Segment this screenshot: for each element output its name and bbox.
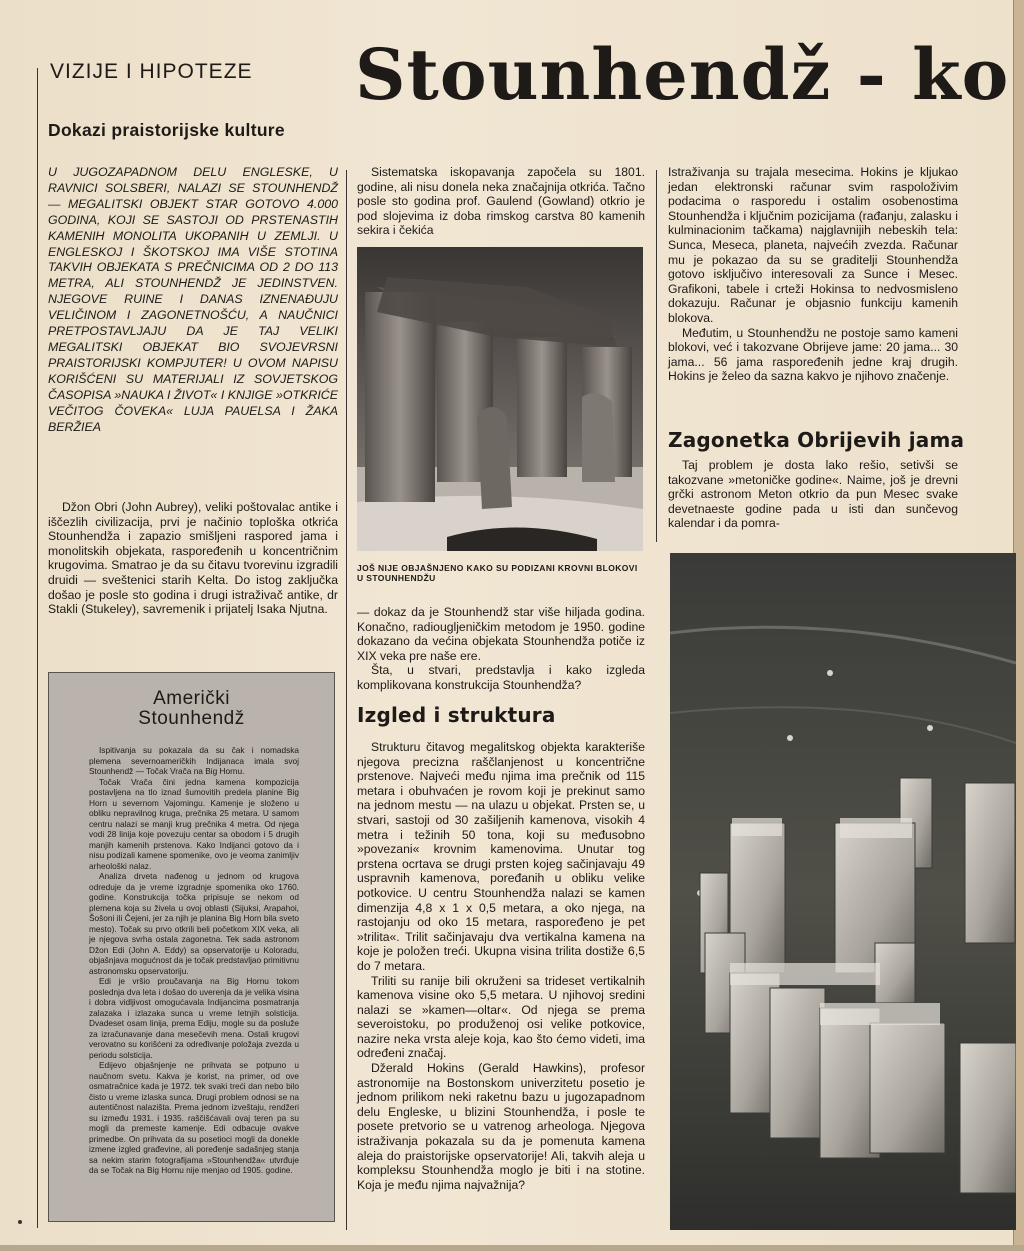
col2-paragraph: Triliti su ranije bili okruženi sa trideset vertikalnih kamenova visine oko 5,5 metara. U njihovoj sredini nalazi se »kamen—oltar«. Od njega se prema severoistoku, po produženoj osi velike potkovice, nazire neka vrsta aleje koja, kao što ćemo videti, ima određeni značaj. <box>357 973 645 1061</box>
page-bottom-edge <box>0 1245 1024 1251</box>
col3-paragraph: Međutim, u Stounhendžu ne postoje samo kameni blokovi, već i takozvane Obrijeve jame: 20 jama... 30 jama... 56 jama raspoređenih jedne kraj drugih. Hokins je želeo da sazna kakvo je njihovo značenje. <box>668 325 958 384</box>
box-body <box>89 745 299 1176</box>
box-title-line1: Američki <box>153 688 230 709</box>
subhead-structure: Izgled i struktura <box>357 703 556 727</box>
col2-paragraph: Džerald Hokins (Gerald Hawkins), profesor astronomije na Bostonskom univerzitetu posetio je jednom prilikom neki raketnu bazu u jugozapadnom delu Engleske, u blizini Stounhendža, i posle te posete pretvorio se u vatrenog arheologa. Njegova istraživanja pokazala su da je pomenuta kamena aleja do praistorijske opservatorije! Ali, takvih aleja u kompleksu Stounhendža moglo je biti i na stotine. Koja je među njima najvažnija? <box>357 1061 645 1192</box>
col2-paragraph: Sistematska iskopavanja započela su 1801. godine, ali nisu donela neka značajnija otkrića. Tačno posle sto godina prof. Gaulend (Gowland) otkrio je pod slojevima iz doba rimskog carstva 80 kamenih sekira i čekića <box>357 165 645 238</box>
column3-body <box>668 458 958 531</box>
subhead-riddle: Zagonetka Obrijevih jama <box>668 428 965 452</box>
col2-paragraph: Strukturu čitavog megalitskog objekta karakteriše njegova precizna raščlanjenost u koncentrične prstenove. Najveći među njima ima prečnik od 115 metara i obuhvaćen je rovom koji je prekinut samo na jednom mestu — na ulazu u objekat. Prsten se, u stvari, sastoji od 30 zašiljenih kamenova, visokih 4 metra i težinih 50 tona, koji su međusobno »povezani« krovnim kamenovima. Unutar tog prstena ocrtava se drugi prsten kojeg sačinjavaju 49 uspravnih kamenova, poređanih u obliku velike potkovice. U centru Stounhendža nalazi se kamen dimenzija 4,8 x 1 x 0,5 metara, a oko njega, na rastojanju od oko 15 metara, raspoređeno je pet »trilita«. Trilit sačinjavaju dva vertikalna kamena na koje je položen treći. Ukupna visina trilita dostiže 6,5 do 7 metara. <box>357 740 645 973</box>
col3-paragraph: Istraživanja su trajala mesecima. Hokins je kljukao jedan elektronski računar svim raspoloživim podacima o rasporedu i ostalim osobenostima Stounhendža i ključnim pozicijama (rađanju, zalasku i kulminacionim tačkama) najglavnijih nebeskih tela: Sunca, Meseca, planeta, najvećih zvezda. Računar mu je pokazao da su se graditelji Stounhendža gotovo isključivo interesovali za Sunce i Mesec. Grafikoni, tabele i crteži Hokinsa to nedvosmisleno dokazuju. Računar je objasnio funkciju kamenih blokova. <box>668 165 958 325</box>
column2-top <box>357 165 645 238</box>
column3-top <box>668 165 958 384</box>
box-paragraph: Edijevo objašnjenje ne prihvata se potpuno u naučnom svetu. Kakva je korist, na primer, od ove osmatračnice kada je 1972. tek svaki treći dan nebo bilo čisto u vreme izlaska sunca. Drugi problem odnosi se na autentičnost nalazišta. Prema jednom izveštaju, rendžeri su između 1931. i 1935. raščišćavali ovaj teren pa su mogli da premeste kamenje. Edi odbacuje ovakve primedbe. On prihvata da su posetioci mogli da donekle izmene izgled građevine, ali poređenje sadašnjeg stanja sa nekim starim fotografijama »Stounhendža« utvrđuje da se Točak na Big Hornu nije menjao od 1905. godine. <box>89 1060 299 1175</box>
trilithon-illustration <box>357 247 643 551</box>
section-label: VIZIJE I HIPOTEZE <box>50 60 253 83</box>
column-rule-2 <box>656 170 657 542</box>
column-rule-1 <box>346 170 347 1230</box>
box-paragraph: Točak Vrača čini jedna kamena kompozicija postavljena na tlo iznad šumovitih predela planine Big Horn u severnom Vajomingu. Kamenje je složeno u obliku nepravilnog kruga, prečnika 25 metara. U samom centru nalazi se manji krug prečnika 4 metra. Od njega vodi 28 linija koje povezuju centar sa obodom i 5 drugih manjih kamenih prstenova. Kako Indijanci gotovo da i nisu podizali kamene spomenike, ovo je veoma zanimljiv arheološki nalaz. <box>89 776 299 871</box>
column2-body <box>357 740 645 1192</box>
page-dot <box>18 1220 22 1224</box>
col3-paragraph: Taj problem je dosta lako rešio, setivši se takozvane »metoničke godine«. Naime, još je drevni grčki astronom Meton otkrio da pun Mesec svake devetnaeste godine pada u isti dan sunčevog kalendar i da pomra- <box>668 458 958 531</box>
box-paragraph: Analiza drveta nađenog u jednom od krugova odreduje da je vreme izgradnje spomenika oko 1760. godine. Konstrukcija točka pripisuje se nekom od plemena koja su živela u ovoj oblasti (Sijuksi, Arapahoi, Šošoni ili Čejeni, jer za njih je planina Big Horn bila sveto mesto). Točak su prvo otkrili beli početkom XIX veka, ali je njegova svrha ostala zagonetna. Tek sada astronom Džon Edi (John A. Eddy) sa opservatorije u Koloradu, objašnjava mogućnost da je točak predstavljao primitivnu astronomsku opservatoriju. <box>89 871 299 976</box>
col1-paragraph: Džon Obri (John Aubrey), veliki poštovalac antike i iščezlih civilizacija, prvi je načinio toplоška otkrića Stounhendža i zapazio smišljeni raspored jama i monolitskih objekata, raspoređenih u koncentričnim krugovima. Smatrao je da su čitavu tvorevinu izgradili druidi — sveštenici starih Kelta. Do istog zaključka došao je posle sto godina i drugi istraživač antike, dr Stakli (Stukeley), savremenik i prijatelj Isaka Njutna. <box>48 500 338 617</box>
column1-body <box>48 500 338 617</box>
stonehenge-trilithon-photo <box>357 247 643 551</box>
stone-circle-illustration <box>670 553 1016 1230</box>
stonehenge-aerial-photo <box>670 553 1016 1230</box>
lead-paragraph: U JUGOZAPADNOM DELU ENGLESKE, U RAVNICI SOLSBERI, NALAZI SE STOUNHENDŽ — MEGALITSKI OBJEKT STAR GOTOVO 4.000 GODINA, KOJI SE SASTOJI OD PRSTENASTIH KAMENIH MONOLITA UKOPANIH U ZEMLJI. U ENGLESKOJ I ŠKOTSKOJ IMA VIŠE STOTINA TAKVIH OBJEKATA S PREČNICIMA OD 2 DO 113 METRA, ALI STOUNHENDŽ JE JEDINSTVEN. NJEGOVE RUINE I DANAS IZNENAĐUJU VELIČINOM I ZAGONETNOŠĆU, A NAUČNICI PRETPOSTAVLJAJU DA JE TAJ VELIKI MEGALITSKI OBJEKAT BIO SVOJEVRSNI PRAISTORIJSKI KOMPJUTER! U OVOM NAPISU KORIŠĆENI SU MATERIJALI IZ SOVJETSKOG ČASOPISA »NAUKA I ŽIVOT« I KNJIGE »OTKRIĆE VEČITOG ČOVEKA« LUJA PAUELSA I ŽAKA BERŽIEA <box>48 165 338 434</box>
photo1-caption: JOŠ NIJE OBJAŠNJENO KAKO SU PODIZANI KROVNI BLOKOVI U STOUNHENDŽU <box>357 563 638 583</box>
sidebar-box <box>48 672 335 1222</box>
box-paragraph: Ispitivanja su pokazala da su čak i nomadska plemena severnoameričkih Indijanaca imala svoj Stounhendž — Točak Vrača na Big Hornu. <box>89 745 299 776</box>
kicker: Dokazi praistorijske kulture <box>48 120 285 140</box>
col2-paragraph: Šta, u stvari, predstavlja i kako izgleda komplikovana konstrukcija Stounhendža? <box>357 663 645 692</box>
column-rule-left <box>37 68 38 1228</box>
headline: Stounhendž - ko <box>355 33 1010 116</box>
headline-container <box>355 30 1015 120</box>
box-title-line2: Stounhendž <box>138 708 245 729</box>
box-paragraph: Edi je vršio proučavanja na Big Hornu tokom poslednja dva leta i došao do uverenja da je velika visina i dobra vidljivost omogućavala Indijancima posmatranja zalazaka i izlazaka sunca u vreme letnjih solsticija. Dvadeset osam linija, prema Ediju, mogle su da posluže za izračunavanje dana mesečevih mena. Ostali krugovi verovatno su korišćeni za određivanje položaja zvezda u periodu solsticija. <box>89 976 299 1060</box>
column2-middle <box>357 605 645 693</box>
box-title <box>49 689 334 729</box>
col2-paragraph: — dokaz da je Stounhendž star više hiljada godina. Konačno, radiougljeničkim metodom je 1950. godine dokazano da većina objekata Stounhendža potiče iz XIX veka pre naše ere. <box>357 605 645 663</box>
